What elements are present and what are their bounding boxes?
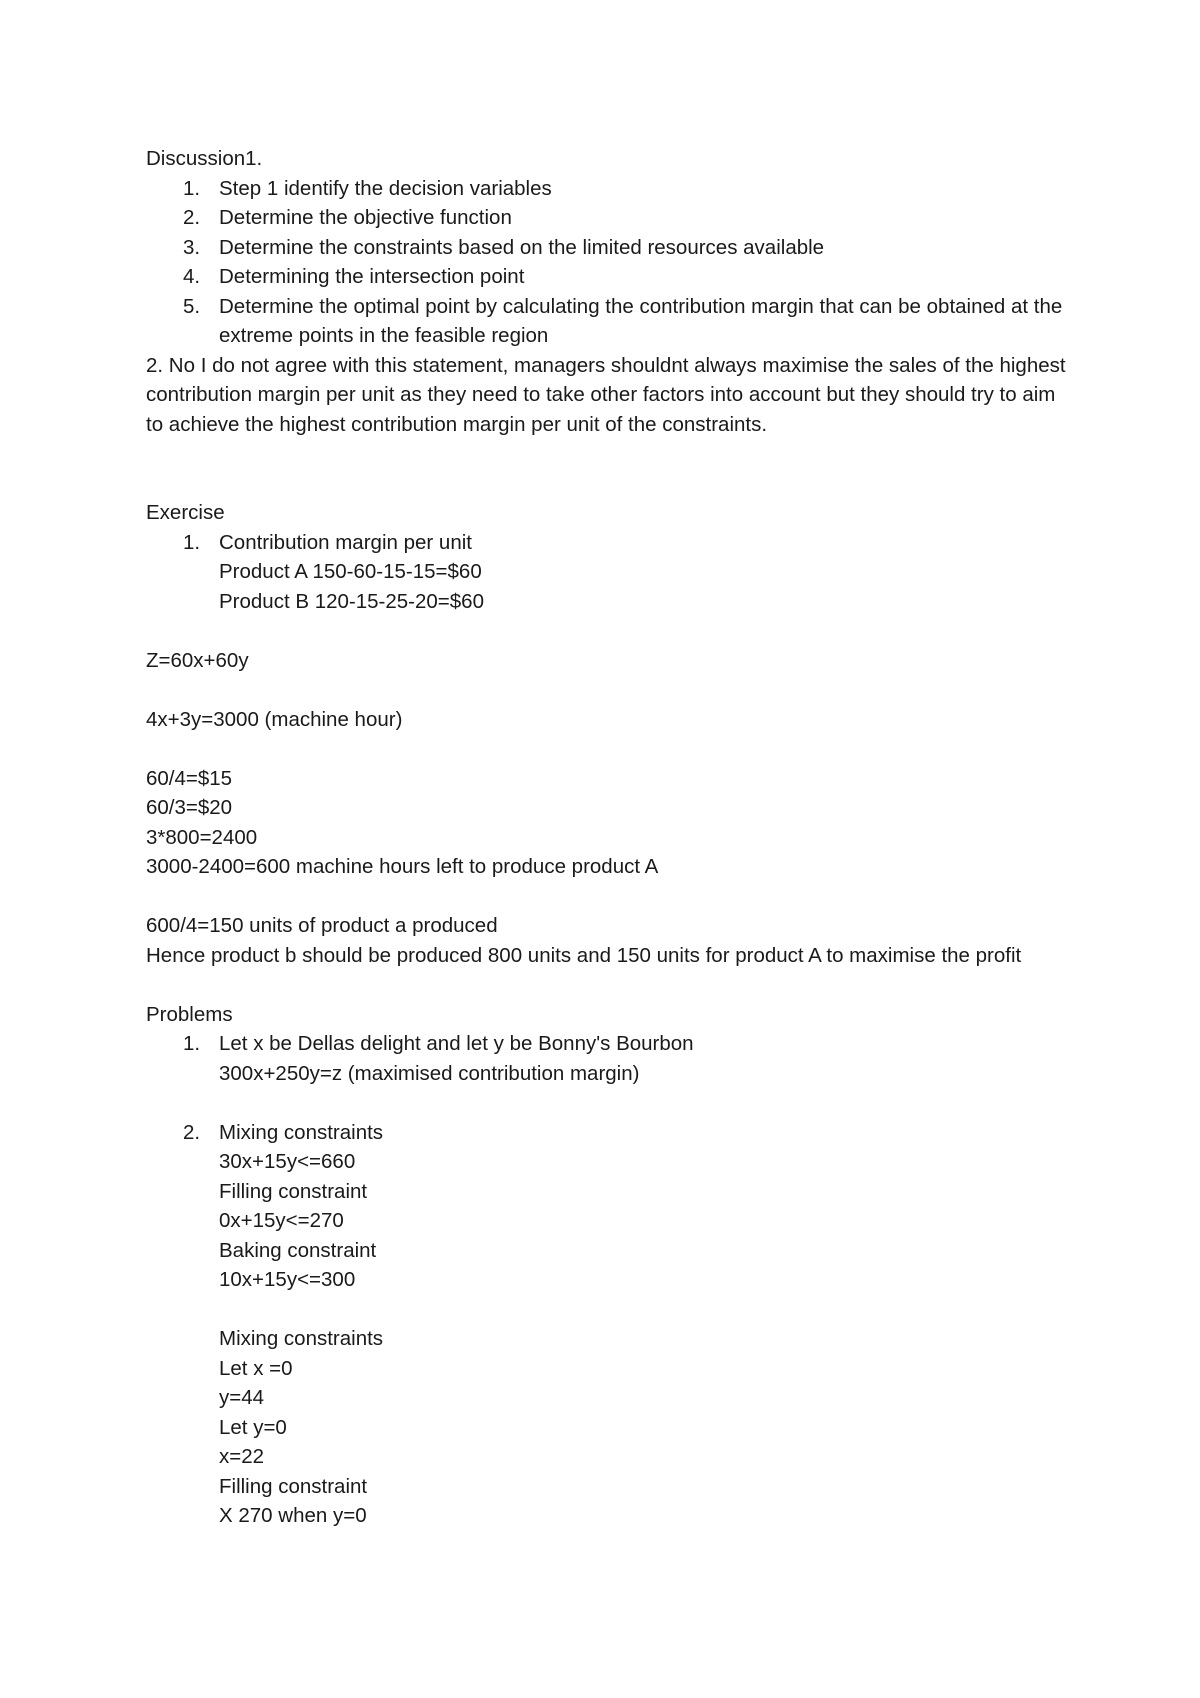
step-text: Determine the objective function	[219, 206, 512, 229]
product-a-margin: Product A 150-60-15-15=$60	[219, 560, 482, 583]
solution-line: Let y=0	[219, 1415, 287, 1439]
spacer	[146, 970, 1066, 1000]
calc-line: 60/4=$15	[146, 766, 233, 790]
units-product-a: 600/4=150 units of product a produced	[146, 914, 498, 937]
item-title: Mixing constraints	[219, 1120, 384, 1144]
solution-line: Filling constraint	[219, 1474, 368, 1498]
product-b-margin: Product B 120-15-25-20=$60	[219, 589, 484, 613]
spacer	[146, 1295, 1066, 1325]
discussion-step	[146, 262, 1066, 292]
solution-line: X 270 when y=0	[219, 1504, 367, 1527]
item-title: Contribution margin per unit	[219, 530, 472, 554]
calc-line: 3*800=2400	[146, 825, 258, 849]
machine-constraint: 4x+3y=3000 (machine hour)	[146, 707, 403, 731]
constraint-line: 10x+15y<=300	[219, 1268, 356, 1291]
problems-heading: Problems	[146, 1002, 233, 1026]
spacer	[146, 439, 1066, 498]
step-number: 5.	[183, 294, 201, 318]
problems-item-1	[146, 1029, 1066, 1059]
item-number: 1.	[183, 1032, 201, 1055]
exercise-heading: Exercise	[146, 501, 225, 524]
discussion-step	[146, 292, 1066, 351]
discussion-heading: Discussion1.	[146, 147, 263, 170]
spacer	[146, 882, 1066, 912]
step-number: 2.	[183, 206, 201, 229]
spacer	[146, 675, 1066, 705]
calc-line: 3000-2400=600 machine hours left to produce product A	[146, 855, 659, 878]
solution-line: x=22	[219, 1445, 265, 1468]
objective-function: Z=60x+60y	[146, 648, 249, 672]
constraint-line: 0x+15y<=270	[219, 1209, 344, 1232]
step-text: Determining the intersection point	[219, 265, 525, 288]
step-number: 3.	[183, 235, 201, 259]
spacer	[146, 1088, 1066, 1118]
contribution-formula: 300x+250y=z (maximised contribution margin)	[219, 1061, 640, 1085]
step-text: Determine the constraints based on the limited resources available	[219, 235, 825, 259]
constraint-line: 30x+15y<=660	[219, 1150, 356, 1173]
solution-line: Let x =0	[219, 1356, 293, 1380]
exercise-conclusion: Hence product b should be produced 800 units and 150 units for product A to maximise the profit	[146, 943, 1022, 967]
discussion-step	[146, 174, 1066, 204]
discussion-step	[146, 233, 1066, 263]
discussion-answer-2: 2. No I do not agree with this statement, managers shouldnt always maximise the sales of the highest contribution margin per unit as they need to take other factors into account but they should try to aim to achieve the highest contribution margin per unit of the constraints.	[146, 353, 1066, 436]
problems-item-2	[146, 1118, 1066, 1148]
solution-line: y=44	[219, 1386, 265, 1409]
item-number: 2.	[183, 1120, 201, 1144]
exercise-item-1	[146, 528, 1066, 558]
calc-line: 60/3=$20	[146, 796, 233, 819]
step-number: 1.	[183, 176, 201, 200]
discussion-step	[146, 203, 1066, 233]
step-text: Determine the optimal point by calculating the contribution margin that can be obtained at the extreme points in the feasible region	[219, 294, 1063, 347]
spacer	[146, 734, 1066, 764]
item-text: Let x be Dellas delight and let y be Bonny's Bourbon	[219, 1032, 694, 1055]
step-text: Step 1 identify the decision variables	[219, 176, 552, 200]
spacer	[146, 616, 1066, 646]
document-page	[146, 144, 1066, 1531]
solution-line: Mixing constraints	[219, 1327, 384, 1350]
constraint-line: Baking constraint	[219, 1238, 377, 1262]
item-number: 1.	[183, 530, 201, 554]
constraint-line: Filling constraint	[219, 1179, 368, 1203]
step-number: 4.	[183, 265, 201, 288]
